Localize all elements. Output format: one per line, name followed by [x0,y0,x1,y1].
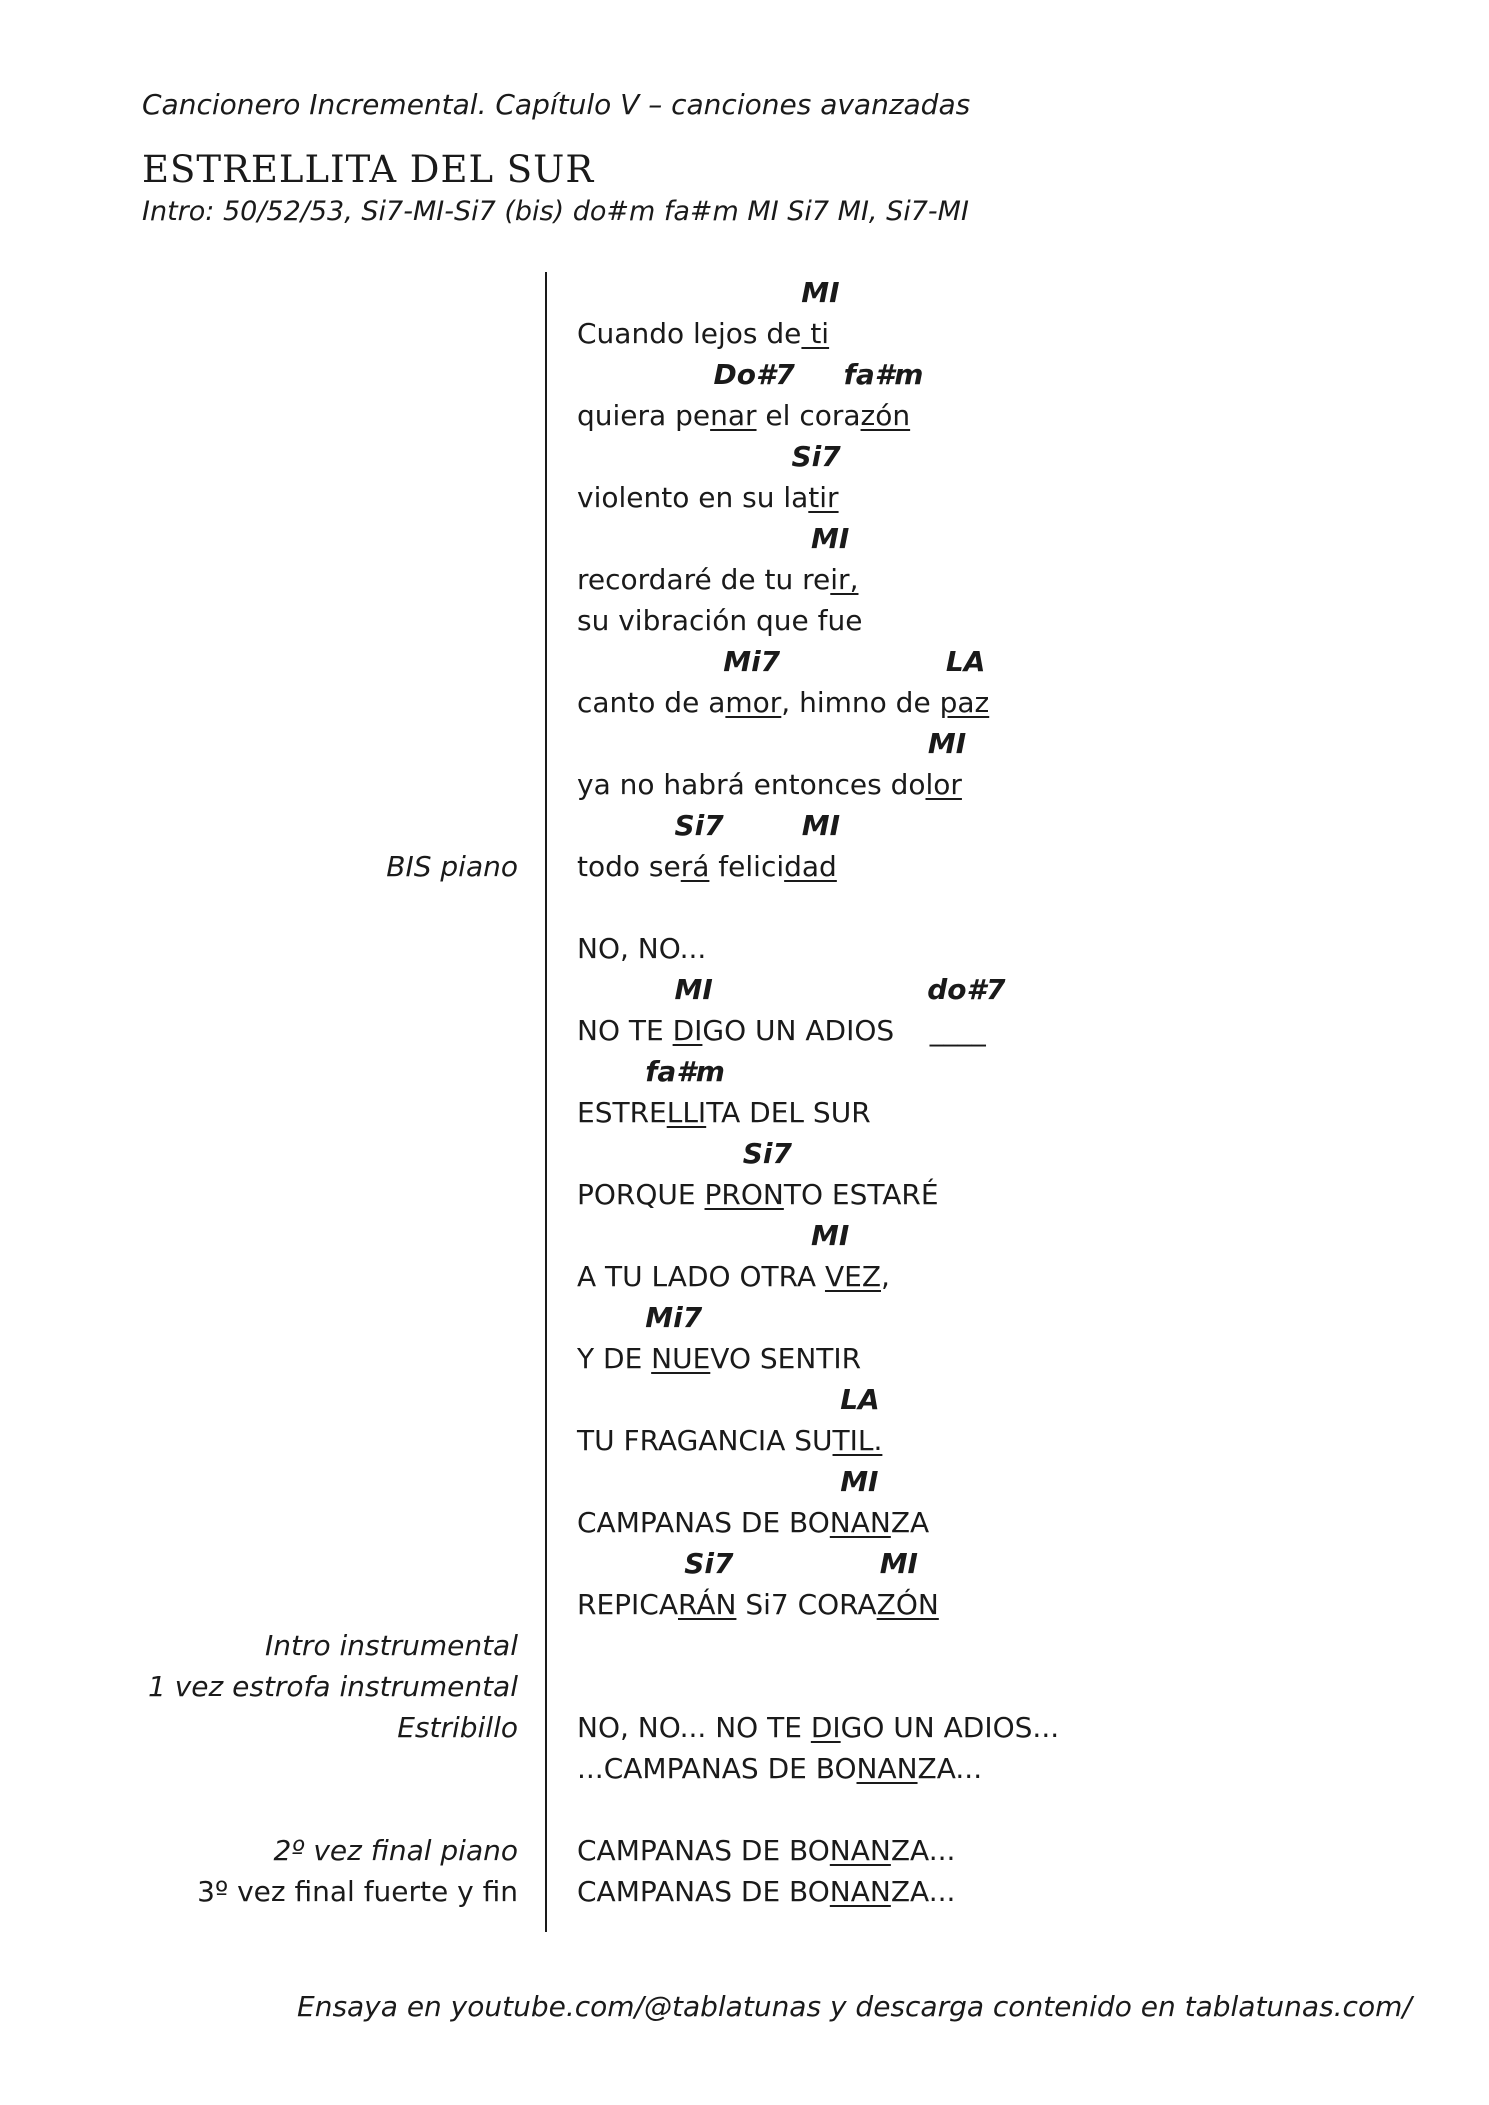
lyric-line [577,1014,986,1048]
lyric-line [577,1506,929,1540]
text-segment: TA DEL SUR [706,1096,871,1129]
lyric-line [577,399,910,433]
text-segment: GO UN ADIOS... [840,1711,1060,1744]
lyric-line [577,850,837,884]
text-segment: CAMPANAS DE BO [577,1875,830,1908]
stressed-syllable: ZÓN [876,1588,939,1621]
text-segment: el cora [756,399,861,432]
stressed-syllable: RÁN [678,1588,737,1621]
lyric-line [577,1178,939,1212]
text-segment: ZA... [917,1752,983,1785]
stressed-syllable: VEZ [824,1260,881,1293]
chord-line [577,1219,849,1253]
lyric-line [577,1260,890,1294]
text-segment: NO TE [577,1014,673,1047]
stressed-syllable: tir [808,481,839,514]
text-segment: su vibración que fue [577,604,863,637]
performance-note: BIS piano [386,850,518,883]
text-segment: , [881,1260,890,1293]
lyric-line [577,481,839,515]
performance-note: Estribillo [397,1711,518,1744]
lyric-line [577,768,962,802]
text-segment: , himno de [781,686,940,719]
chord-line [577,809,840,843]
performance-note: 3º vez final fuerte y fin [197,1875,518,1908]
text-segment: MI [577,1465,879,1498]
chord-line [577,1383,880,1417]
text-segment: REPICA [577,1588,678,1621]
stressed-syllable: PRON [704,1178,784,1211]
text-segment: NO, NO... [577,932,707,965]
stressed-syllable: DI [810,1711,841,1744]
text-segment: PORQUE [577,1178,705,1211]
chord-line [577,1547,918,1581]
stressed-syllable: NUE [651,1342,711,1375]
lyric-line [577,1711,1059,1745]
text-segment: violento en su la [577,481,809,514]
text-segment: canto de a [577,686,726,719]
text-segment: MI do#7 [577,973,1006,1006]
chord-line [577,358,923,392]
lyric-line [577,317,829,351]
lyric-line [577,1096,871,1130]
text-segment: todo se [577,850,681,883]
column-divider [545,272,547,1932]
song-title: ESTRELLITA DEL SUR [142,148,595,191]
text-segment: Si7 [577,1137,792,1170]
text-segment: fa#m [577,1055,725,1088]
performance-note: 1 vez estrofa instrumental [148,1670,518,1703]
text-segment: ZA [890,1506,930,1539]
chord-line [577,1465,878,1499]
chord-line [577,522,849,556]
stressed-syllable: nar [710,399,757,432]
text-segment: MI [577,727,967,760]
chord-line [577,440,841,474]
lyric-line [577,1588,939,1622]
performance-note: Intro instrumental [264,1629,518,1662]
text-segment: ya no habrá entonces do [577,768,926,801]
text-segment: Si7 CORA [736,1588,877,1621]
stressed-syllable: NAN [829,1506,891,1539]
text-segment: VO SENTIR [710,1342,862,1375]
stressed-syllable: TIL. [832,1424,883,1457]
stressed-syllable: lor [925,768,962,801]
stressed-syllable: NAN [856,1752,918,1785]
chord-line [577,1137,792,1171]
lyric-line [577,932,706,966]
text-segment: Si7 [577,440,841,473]
text-segment: MI [577,276,840,309]
lyric-line [577,1424,882,1458]
lyric-line [577,1342,861,1376]
chord-line [577,276,840,310]
songbook-subtitle: Cancionero Incremental. Capítulo V – canciones avanzadas [142,88,971,121]
text-segment: Si7 MI [577,1547,918,1580]
text-segment: Mi7 [577,1301,703,1334]
lyric-line [577,686,989,720]
lyric-line [577,1752,982,1786]
text-segment: ...CAMPANAS DE BO [577,1752,857,1785]
text-segment: ESTRE [577,1096,667,1129]
stressed-syllable: ti [801,317,830,350]
stressed-syllable: rá [680,850,710,883]
text-segment: TO ESTARÉ [783,1178,939,1211]
chord-line [577,727,966,761]
lyric-line [577,604,862,638]
text-segment: Do#7 fa#m [577,358,924,391]
stressed-syllable: dad [784,850,837,883]
lyric-line [577,1875,955,1909]
lyric-line [577,1834,955,1868]
song-intro: Intro: 50/52/53, Si7-MI-Si7 (bis) do#m fa#m MI Si7 MI, Si7-MI [142,196,969,227]
text-segment: MI [577,522,850,555]
stressed-syllable: DI [672,1014,703,1047]
lyric-line [577,563,858,597]
text-segment: Cuando lejos de [577,317,802,350]
text-segment: recordaré de tu re [577,563,831,596]
chord-line [577,1055,725,1089]
text-segment: A TU LADO OTRA [577,1260,825,1293]
text-segment: GO UN ADIOS [702,1014,930,1047]
stressed-syllable: paz [939,686,990,719]
text-segment: ZA... [890,1875,956,1908]
performance-note: 2º vez final piano [273,1834,518,1867]
text-segment: Y DE [577,1342,652,1375]
text-segment: CAMPANAS DE BO [577,1506,830,1539]
text-segment: quiera pe [577,399,711,432]
stressed-syllable: zón [860,399,911,432]
text-segment: CAMPANAS DE BO [577,1834,830,1867]
text-segment: Si7 MI [577,809,840,842]
chord-line [577,1301,702,1335]
stressed-syllable: NAN [829,1875,891,1908]
stressed-syllable: NAN [829,1834,891,1867]
text-segment: MI [577,1219,850,1252]
text-segment: ____ [929,1014,986,1047]
chord-line [577,645,985,679]
chord-line [577,973,1005,1007]
text-segment: Mi7 LA [577,645,986,678]
text-segment: felici [709,850,785,883]
stressed-syllable: ir, [830,563,859,596]
text-segment: NO, NO... NO TE [577,1711,811,1744]
text-segment: LA [577,1383,880,1416]
stressed-syllable: LLI [666,1096,707,1129]
footer-note: Ensaya en youtube.com/@tablatunas y descarga contenido en tablatunas.com/ [297,1990,1412,2023]
text-segment: TU FRAGANCIA SU [577,1424,833,1457]
stressed-syllable: mor [725,686,782,719]
text-segment: ZA... [890,1834,956,1867]
